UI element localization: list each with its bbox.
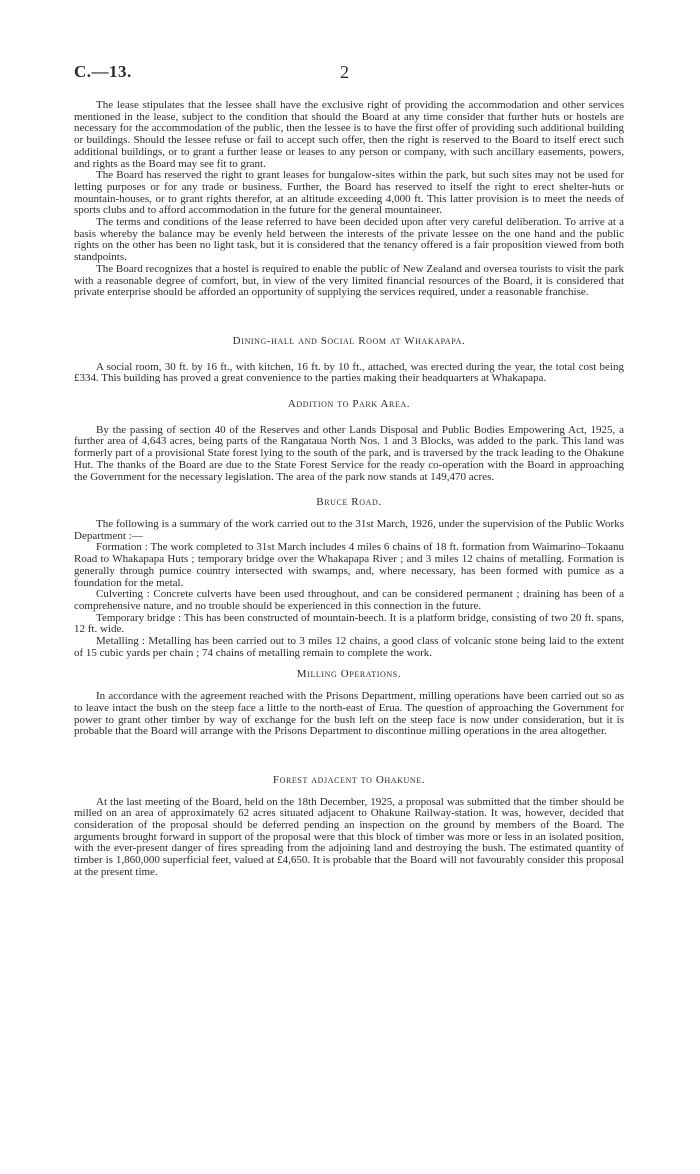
paragraph: A social room, 30 ft. by 16 ft., with kitchen, 16 ft. by 10 ft., attached, was erected during the year, the total cost being £334. This building has proved a great convenience to the parties making their headquarters at Whakapapa. xyxy=(74,360,624,385)
park-area-section xyxy=(74,399,624,483)
document-body xyxy=(74,100,624,879)
section-heading: Addition to Park Area. xyxy=(287,398,411,411)
paragraph: The Board recognizes that a hostel is required to enable the public of New Zealand and oversea tourists to visit the park with a reasonable degree of comfort, but, in view of the very limited financial resources of the Board, it is considered that private enterprise should be afforded an opportunity of supplying the services required, under a reasonable franchise. xyxy=(74,262,624,299)
paragraph: Temporary bridge : This has been constructed of mountain-beech. It is a platform bridge, consisting of two 20 ft. spans, 12 ft. wide. xyxy=(74,611,624,636)
forest-section xyxy=(74,775,624,879)
milling-section xyxy=(74,669,624,738)
lease-section xyxy=(74,100,624,299)
paragraph: By the passing of section 40 of the Reserves and other Lands Disposal and Public Bodies Empowering Act, 1925, a further area of 4,643 acres, being parts of the Rangataua North Nos. 1 and 3 Blocks, was added to the park. This land was formerly part of a provisional State forest lying to the south of the park, and is traversed by the track leading to the Ohakune Hut. The thanks of the Board are due to the State Forest Service for the ready co-operation with the Board in approaching the Government for the necessary legislation. The area of the park now stands at 149,470 acres. xyxy=(74,423,624,483)
paragraph: The lease stipulates that the lessee shall have the exclusive right of providing the accommodation and other services mentioned in the lease, subject to the condition that should the Board at any time consider that further huts or hostels are necessary for the accommodation of the public, then the lessee is to have the first offer of providing such additional building or buildings. Should the lessee refuse or fail to accept such offer, then the right is reserved to the Board to itself erect such additional buildings, or to grant a further lease or leases to any person or company, with such ancillary easements, powers, and rights as the Board may see fit to grant. xyxy=(74,99,624,170)
dining-hall-section xyxy=(74,336,624,385)
bruce-road-section xyxy=(74,497,624,659)
paragraph: The terms and conditions of the lease referred to have been decided upon after very careful deliberation. To arrive at a basis whereby the balance may be evenly held between the interests of the private lessee on the one hand and the public rights on the other has been no light task, but it is considered that the tenancy offered is a fair proposition viewed from both standpoints. xyxy=(74,216,624,264)
paragraph: The following is a summary of the work carried out to the 31st March, 1926, under the supervision of the Public Works Department :— xyxy=(74,517,624,542)
paper-reference: C.—13. xyxy=(74,62,132,81)
section-heading: Dining-hall and Social Room at Whakapapa. xyxy=(232,334,466,347)
paragraph: Culverting : Concrete culverts have been used throughout, and can be considered permanent ; draining has been of a comprehensive nature, and no trouble should be experienced in this connection in the future. xyxy=(74,588,624,612)
page-number: 2 xyxy=(340,62,349,82)
paragraph: Metalling : Metalling has been carried out to 3 miles 12 chains, a good class of volcanic stone being laid to the extent of 15 cubic yards per chain ; 74 chains of metalling remain to complete the work. xyxy=(74,635,624,659)
page-header xyxy=(74,62,634,86)
paragraph: The Board has reserved the right to grant leases for bungalow-sites within the park, but such sites may not be used for letting purposes or for any trade or business. Further, the Board has reserved to itself the right to erect shelter-huts or mountain-houses, or to grant rights therefor, at an altitude exceeding 4,000 ft. This latter provision is to meet the needs of sports clubs and to afford accommodation in the future for the general mountaineer. xyxy=(74,169,624,217)
section-heading: Forest adjacent to Ohakune. xyxy=(272,773,426,786)
paragraph: In accordance with the agreement reached with the Prisons Department, milling operations have been carried out so as to leave intact the bush on the steep face a little to the north-east of Erua. The question of approaching the Government for power to grant other timber by way of exchange for the bush left on the steep face is now under consideration, but it is probable that the Board will arrange with the Prisons Department to discontinue milling operations in the area altogether. xyxy=(74,690,624,738)
section-heading: Milling Operations. xyxy=(296,668,402,681)
paragraph: At the last meeting of the Board, held on the 18th December, 1925, a proposal was submitted that the timber should be milled on an area of approximately 62 acres situated adjacent to Ohakune Railway-station. It was, however, decided that consideration of the proposal should be deferred pending an inspection on the ground by members of the Board. The arguments brought forward in support of the proposal were that this block of timber was more or less in an isolated position, with the ever-present danger of fires spreading from the adjoining land and destroying the bush. The estimated quantity of timber is 1,860,000 superficial feet, valued at £4,650. It is probable that the Board will not favourably consider this proposal at the present time. xyxy=(74,795,624,878)
paragraph: Formation : The work completed to 31st March includes 4 miles 6 chains of 18 ft. formation from Waimarino–Tokaanu Road to Whakapapa Huts ; temporary bridge over the Whakapapa River ; and 3 miles 12 chains of metalling. Formation is generally through pumice country intersected with swamps, and, where necessary, has been formed with pumice as a foundation for the metal. xyxy=(74,541,624,589)
section-heading: Bruce Road. xyxy=(316,496,382,509)
